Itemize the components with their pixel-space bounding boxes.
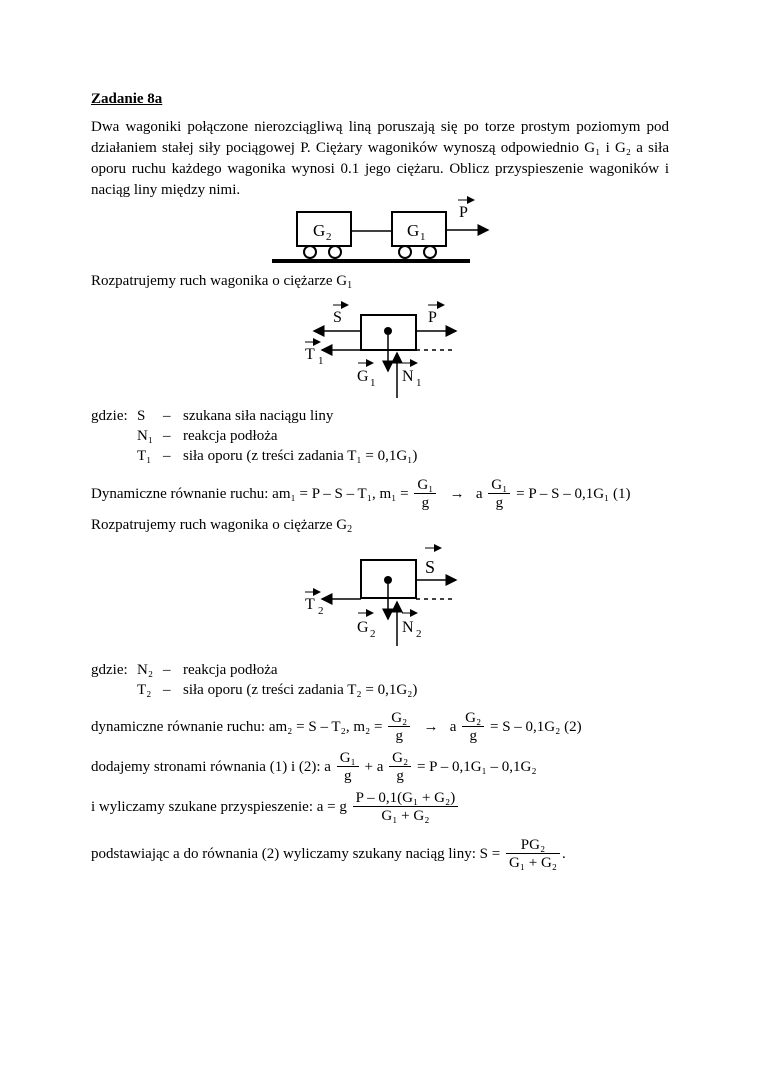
definitions-1: gdzie: S – szukana siła naciągu liny N₁ – reakcja podłoża T₁ – siła oporu (z treści zadania T₁ = 0,1G₁) [91, 408, 418, 464]
svg-text:T: T [305, 596, 315, 613]
svg-text:G: G [357, 368, 369, 385]
wagon-2-label: G [313, 221, 326, 240]
definitions-2: gdzie: N₂ – reakcja podłoża T₂ – siła oporu (z treści zadania T₂ = 0,1G₂) [91, 662, 418, 698]
svg-text:1: 1 [318, 355, 324, 367]
page-title: Zadanie 8a [91, 91, 163, 107]
problem-statement: Dwa wagoniki połączone nierozciągliwą liną poruszają się po torze prostym poziomym pod działaniem stałej siły pociągowej P. Ciężary wagoników wynoszą odpowiednio G₁ i G₂ a siła oporu ruchu każdego wagonika wynosi 0.1 jego ciężaru. Oblicz przyspieszenie wagoników i naciąg liny między nimi. [91, 119, 669, 198]
svg-text:2: 2 [318, 605, 324, 617]
svg-text:2: 2 [416, 628, 422, 640]
svg-text:2: 2 [326, 231, 332, 243]
section-2-heading: Rozpatrujemy ruch wagonika o ciężarze $G_2$ [91, 517, 353, 535]
equation-1: Dynamiczne równanie ruchu: am₁ = P – S – T₁, m₁ = $\frac{\text{G₁}}{g}$ → a $\frac{\text{G₁}}{g}$ = P – S – 0,1G₁ (1) [91, 477, 631, 511]
section-1-heading: Rozpatrujemy ruch wagonika o ciężarze $G_1$ [91, 273, 353, 291]
svg-text:P: P [428, 309, 437, 326]
equation-2: dynamiczne równanie ruchu: am₂ = S – T₂, m₂ = $\frac{\text{G₂}}{g}$ → a $\frac{\text{G₂}}{g}$ = S – 0,1G₂ (2) [91, 710, 582, 744]
svg-text:N: N [402, 368, 414, 385]
svg-text:G: G [357, 619, 369, 636]
svg-text:S: S [425, 557, 436, 577]
svg-text:S: S [333, 309, 342, 326]
svg-text:2: 2 [370, 628, 376, 640]
figure-forces-wagon-2 [298, 543, 463, 649]
figure-wagons [270, 195, 495, 267]
equation-3: dodajemy stronami równania (1) i (2): a $\frac{\text{G₁}}{g}$ + a $\frac{\text{G₂}}{g}$ = P – 0,1G₁ – 0,1G₂ [91, 750, 537, 784]
svg-text:1: 1 [420, 231, 426, 243]
equation-5: podstawiając a do równania (2) wyliczamy szukany naciąg liny: S = $\frac{\text{PG₂}}{\text{G₁ + G₂}}$ . [91, 837, 566, 871]
force-p-label: P [459, 204, 468, 221]
equation-4: i wyliczamy szukane przyspieszenie: a = g $\frac{\text{P – 0,1(G₁ + G₂)}}{\text{G₁ + G₂}}$ [91, 790, 460, 825]
wagon-1-label: G [407, 221, 420, 240]
svg-text:1: 1 [370, 377, 376, 389]
svg-text:T: T [305, 346, 315, 363]
figure-forces-wagon-1 [298, 295, 463, 401]
svg-text:N: N [402, 619, 414, 636]
svg-text:1: 1 [416, 377, 422, 389]
